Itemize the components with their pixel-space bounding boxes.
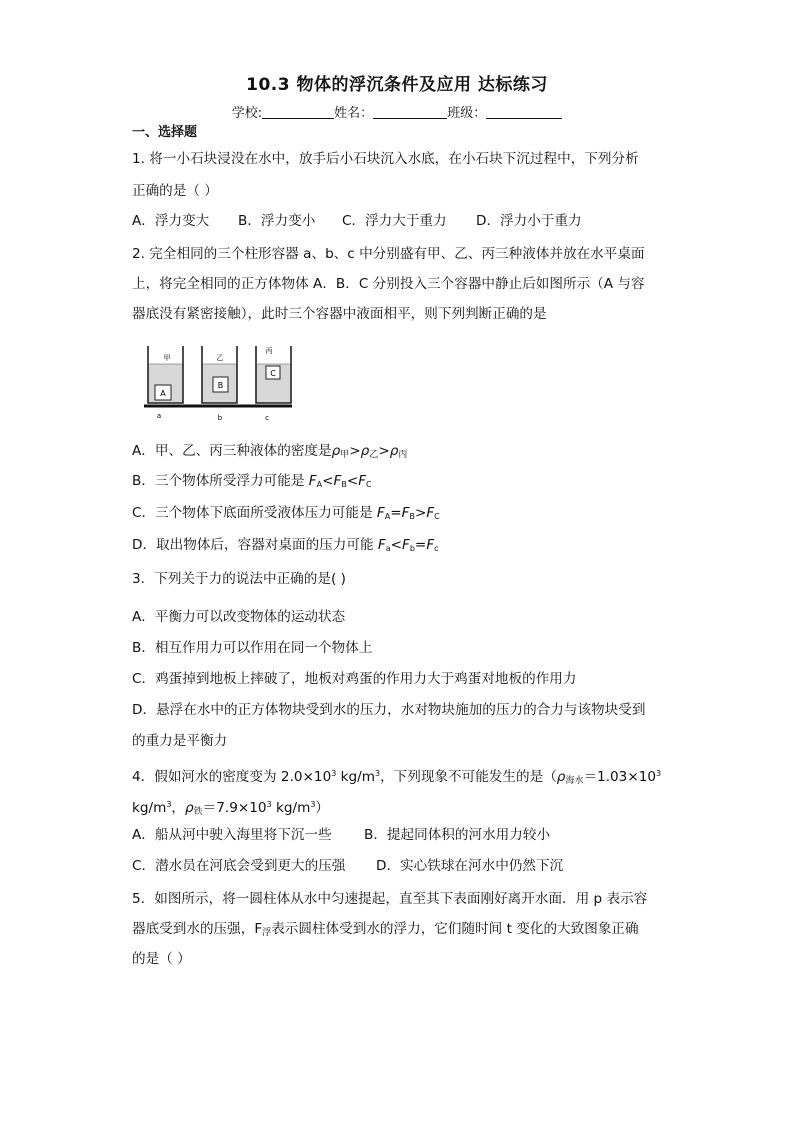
q1-option-c[interactable]: C．浮力大于重力: [342, 213, 447, 229]
q3-stem: 3．下列关于力的说法中正确的是( ): [132, 571, 346, 587]
q5-stem-line3: 的是（ ）: [132, 951, 191, 967]
q2-stem-line1: 2. 完全相同的三个柱形容器 a、b、c 中分别盛有甲、乙、丙三种液体并放在水平桌面: [132, 246, 645, 262]
page-title: 10.3 物体的浮沉条件及应用 达标练习: [246, 75, 548, 95]
block-b-label: B: [217, 381, 224, 390]
class-label: 班级：: [447, 106, 487, 121]
q1-option-d[interactable]: D．浮力小于重力: [476, 213, 582, 229]
q4-option-c[interactable]: C．潜水员在河底会受到更大的压强: [132, 858, 346, 874]
container-a-label: a: [156, 412, 162, 420]
q4-stem-line2: $kg/m^3$，$\rho_铁=7.9\times 10^3$ $kg/m^3$）: [132, 800, 330, 817]
q3-option-c[interactable]: C．鸡蛋掉到地板上摔破了，地板对鸡蛋的作用力大于鸡蛋对地板的作用力: [132, 671, 577, 687]
container-c-label: c: [265, 414, 269, 422]
liquid-c-label: 丙: [265, 347, 273, 355]
block-c-label: C: [270, 369, 276, 378]
q3-option-d-line1[interactable]: D．悬浮在水中的正方体物块受到水的压力，水对物块施加的压力的合力与该物块受到: [132, 702, 646, 718]
q3-option-b[interactable]: B．相互作用力可以作用在同一个物体上: [132, 640, 373, 656]
q2-option-c[interactable]: C．三个物体下底面所受液体压力可能是 $F_A=F_B>F_C$: [132, 505, 440, 521]
q4-option-d[interactable]: D．实心铁球在河水中仍然下沉: [376, 858, 564, 874]
q2-option-b[interactable]: B．三个物体所受浮力可能是 $F_A<F_B<F_C$: [132, 473, 372, 489]
q1-stem-line2: 正确的是（ ）: [132, 183, 218, 199]
class-blank[interactable]: [486, 104, 562, 119]
q1-option-a[interactable]: A．浮力变大: [132, 213, 210, 229]
q2-option-a[interactable]: A．甲、乙、丙三种液体的密度是$\rho_甲>\rho_乙>\rho_丙$: [132, 443, 408, 460]
q2-option-d[interactable]: D．取出物体后，容器对桌面的压力可能 $F_a<F_b=F_c$: [132, 537, 439, 553]
container-b-label: b: [217, 414, 223, 422]
q2-containers-figure: [142, 340, 292, 422]
q1-option-b[interactable]: B．浮力变小: [238, 213, 316, 229]
q3-option-d-line2[interactable]: 的重力是平衡力: [132, 733, 228, 749]
school-blank[interactable]: [262, 104, 334, 119]
liquid-b-label: 乙: [216, 354, 224, 362]
name-label: 姓名：: [334, 106, 374, 121]
q4-option-b[interactable]: B．提起同体积的河水用力较小: [364, 827, 551, 843]
block-a-label: A: [160, 389, 166, 398]
section-heading: 一、选择题: [132, 125, 198, 140]
q3-option-a[interactable]: A．平衡力可以改变物体的运动状态: [132, 609, 346, 625]
q4-stem-line1: 4．假如河水的密度变为 $2.0\times 10^3$ $kg/m^3$，下列现象不可能发生的是（$\rho_{海水}=1.03\times 10^3$: [132, 769, 662, 786]
name-blank[interactable]: [373, 104, 447, 119]
q1-stem-line1: 1. 将一小石块浸没在水中，放手后小石块沉入水底，在小石块下沉过程中，下列分析: [132, 151, 639, 167]
student-info-line: [0, 102, 794, 121]
liquid-a-label: 甲: [163, 354, 171, 362]
q2-stem-line3: 器底没有紧密接触），此时三个容器中液面相平，则下列判断正确的是: [132, 306, 547, 322]
q5-stem-line1: 5．如图所示，将一圆柱体从水中匀速提起，直至其下表面刚好离开水面．用 p 表示容: [132, 891, 648, 907]
q5-stem-line2: 器底受到水的压强，$F_浮$表示圆柱体受到水的浮力，它们随时间 t 变化的大致图象正确: [132, 921, 639, 938]
q2-stem-line2: 上，将完全相同的正方体物体 A．B．C 分别投入三个容器中静止后如图所示（A 与容: [132, 276, 645, 292]
q4-option-a[interactable]: A．船从河中驶入海里将下沉一些: [132, 827, 332, 843]
school-label: 学校:: [231, 106, 263, 121]
